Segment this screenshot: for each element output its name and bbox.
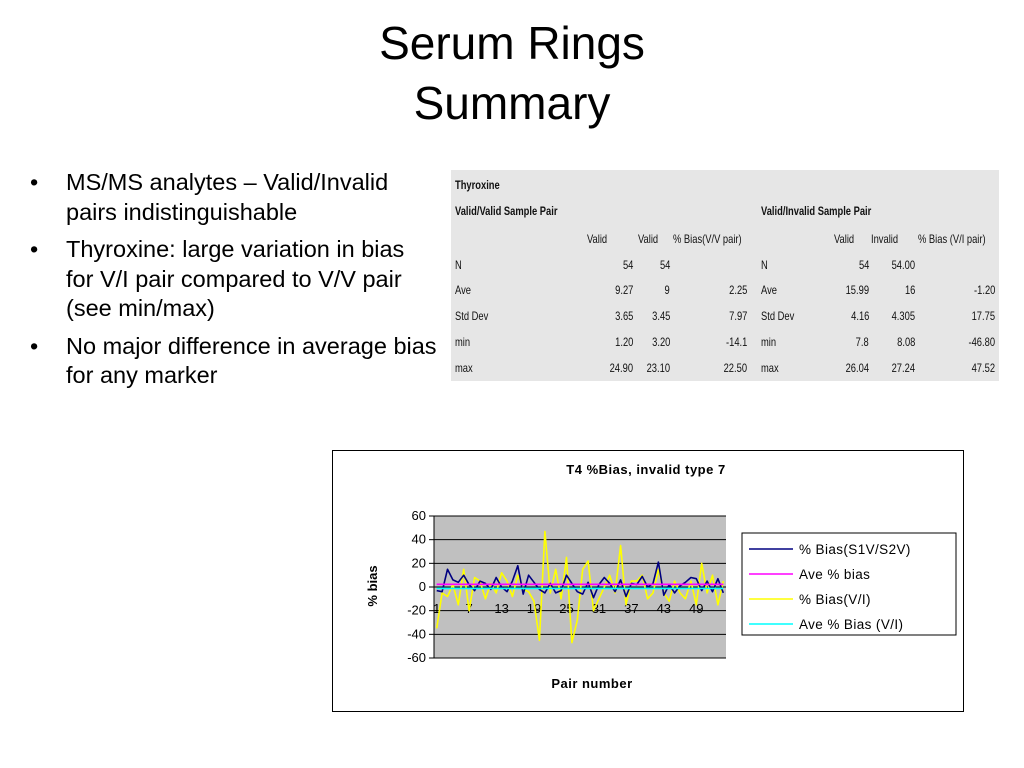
table-cell: 7.97 [728, 309, 747, 323]
table-cell: 9 [664, 283, 670, 297]
x-tick-label: 25 [559, 601, 574, 616]
bullet-dot-icon: • [30, 332, 39, 359]
legend-label: Ave % bias [799, 567, 871, 582]
row-label: Ave [761, 283, 777, 297]
table-cell: 54 [659, 258, 670, 272]
bullet-dot-icon: • [30, 236, 39, 262]
row-label: min [455, 335, 471, 349]
table-title: Thyroxine [455, 178, 500, 192]
table-cell: 8.08 [896, 335, 915, 349]
table-cell: 54 [858, 258, 869, 272]
x-tick-label: 37 [624, 601, 639, 616]
column-header: Valid [587, 232, 608, 246]
x-tick-label: 31 [591, 601, 607, 616]
slide-title-line2: Summary [413, 76, 611, 129]
x-tick-label: 49 [689, 601, 704, 616]
legend-label: % Bias(V/I) [799, 592, 871, 607]
bullet-item [28, 332, 438, 391]
y-tick-label: 60 [411, 508, 426, 523]
bullet-list [28, 168, 438, 399]
bullet-dot-icon: • [30, 169, 39, 195]
thyroxine-table [451, 170, 999, 381]
y-tick-label: -60 [407, 650, 426, 665]
table-cell: 17.75 [971, 309, 995, 323]
table-cell: 54 [622, 258, 633, 272]
table-cell: 16 [904, 283, 915, 297]
bullet-text: MS/MS analytes – Valid/Invalid pairs indistinguishable [66, 169, 389, 225]
table-cell: 4.305 [891, 309, 915, 323]
x-tick-label: 1 [433, 601, 441, 616]
x-tick-label: 7 [465, 601, 473, 616]
row-label: N [761, 258, 768, 272]
table-cell: 47.52 [971, 361, 995, 375]
table-cell: 7.8 [855, 335, 869, 349]
y-tick-label: -20 [407, 602, 426, 618]
column-header: % Bias(V/V pair) [673, 232, 742, 246]
chart-title: T4 %Bias, invalid type 7 [566, 462, 726, 477]
table-cell: 15.99 [845, 283, 869, 297]
y-tick-label: 40 [411, 531, 426, 547]
y-tick-label: 0 [418, 579, 426, 594]
bullet-text: Thyroxine: large variation in bias for V/I pair compared to V/V pair (see min/max) [66, 236, 405, 321]
column-header: Invalid [871, 232, 899, 246]
x-tick-label: 13 [494, 601, 509, 616]
bullet-item [28, 168, 438, 227]
table-cell: 3.45 [651, 309, 670, 323]
y-tick-label: 20 [411, 555, 426, 571]
slide-title-line1: Serum Rings [379, 17, 645, 69]
legend-label: Ave % Bias (V/I) [799, 617, 904, 632]
row-label: Std Dev [455, 309, 489, 323]
table-cell: 2.25 [728, 283, 747, 297]
table-right-heading: Valid/Invalid Sample Pair [761, 204, 872, 218]
x-tick-label: 19 [526, 601, 542, 616]
table-cell: 27.24 [891, 361, 915, 375]
table-cell: 9.27 [614, 283, 633, 297]
bullet-item [28, 235, 438, 324]
table-cell: 1.20 [614, 335, 633, 349]
table-cell: -46.80 [968, 335, 995, 349]
x-tick-label: 43 [656, 601, 672, 616]
column-header: Valid [638, 232, 659, 246]
row-label: N [455, 258, 462, 272]
bias-chart-svg [333, 451, 963, 711]
row-label: Ave [455, 283, 471, 297]
table-left-heading: Valid/Valid Sample Pair [455, 204, 558, 218]
x-axis-label: Pair number [551, 676, 633, 691]
table-cell: 54.00 [891, 258, 915, 272]
table-cell: 23.10 [646, 361, 670, 375]
column-header: Valid [834, 232, 855, 246]
table-cell: 24.90 [609, 361, 633, 375]
row-label: Std Dev [761, 309, 795, 323]
table-cell: 4.16 [850, 309, 869, 323]
y-tick-labels [407, 508, 426, 665]
table-cell: 3.20 [651, 335, 670, 349]
table-cell: 22.50 [723, 361, 747, 375]
table-cell: -14.1 [725, 335, 747, 349]
legend-label: % Bias(S1V/S2V) [799, 542, 911, 557]
table-cell: -1.20 [973, 283, 995, 297]
row-label: max [455, 361, 473, 375]
y-tick-label: -40 [407, 626, 426, 642]
slide-title [0, 14, 1024, 134]
column-header: % Bias (V/I pair) [918, 232, 986, 246]
row-label: min [761, 335, 777, 349]
y-axis-label: % bias [365, 565, 380, 607]
bullet-text: No major difference in average bias for any marker [66, 332, 437, 388]
table-cell: 26.04 [845, 361, 869, 375]
row-label: max [761, 361, 779, 375]
table-cell: 3.65 [614, 309, 633, 323]
bias-chart [332, 450, 964, 712]
